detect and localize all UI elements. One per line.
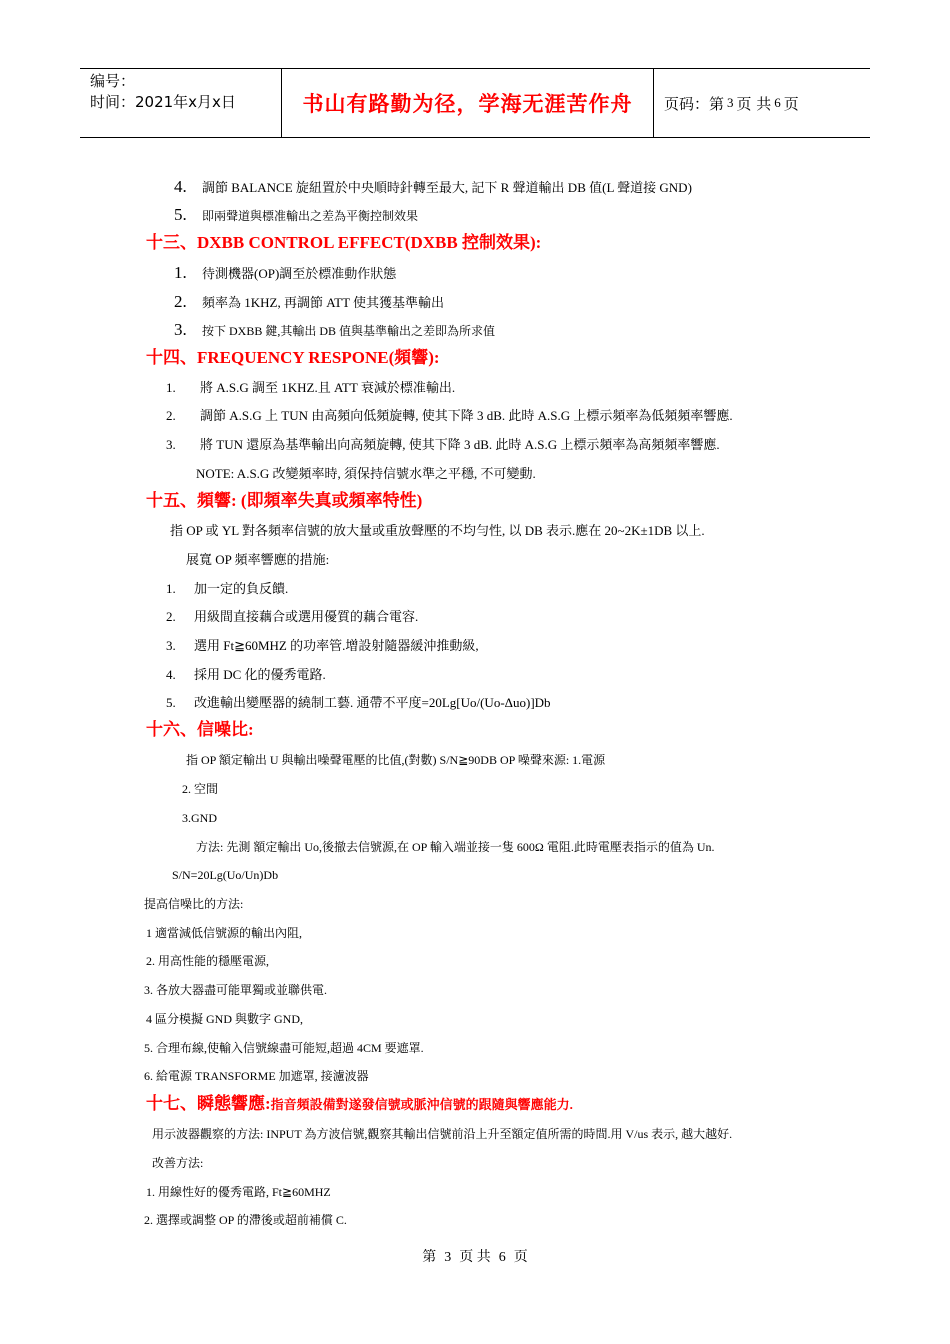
paragraph: 指 OP 或 YL 對各頻率信號的放大量或重放聲壓的不均勻性, 以 DB 表示.應在 20~2K±1DB 以上. [170,523,705,538]
section-heading-16: 十六、信噪比: [146,720,254,739]
list-item: 5. 即兩聲道與標准輸出之差為平衡控制效果 [174,205,419,224]
doc-number-label: 编号： [90,72,136,90]
list-item: 3. 選用 Ft≧60MHZ 的功率管.增設射隨器緩沖推動級, [166,638,479,653]
list-item: 2. 用級間直接藕合或選用優質的藕合電容. [166,609,419,624]
list-item: 2. 用高性能的穩壓電源, [146,954,270,968]
paragraph: 用示波器觀察的方法: INPUT 為方波信號,觀察其輸出信號前沿上升至額定值所需的時間.用 V/us 表示, 越大越好. [152,1127,733,1141]
list-item: 4. 採用 DC 化的優秀電路. [166,667,326,682]
page-prefix: 页码：第 [664,94,725,113]
page-number: 3 [727,95,734,110]
section-heading-13: 十三、DXBB CONTROL EFFECT(DXBB 控制效果): [146,233,542,252]
page-total: 6 [774,95,781,110]
list-item: 1 適當減低信號源的輸出內阻, [146,926,303,940]
section-heading-17: 十七、瞬態響應:指音頻設備對遂發信號或脈沖信號的跟隨與響應能力. [146,1094,573,1113]
paragraph: 2. 空間 [182,782,219,796]
list-item: 3. 將 TUN 還原為基準輸出向高頻旋轉, 使其下降 3 dB. 此時 A.S.G 上標示頻率為高頻頻率響應. [166,437,720,452]
header-page-info [654,69,870,137]
header-meta [80,69,282,137]
section-heading-14: 十四、FREQUENCY RESPONE(頻響): [146,348,440,367]
list-item: 1. 待測機器(OP)調至於標准動作狀態 [174,263,397,282]
header-motto: 书山有路勤为径，学海无涯苦作舟 [282,69,654,137]
list-item: 3. 按下 DXBB 鍵,其輸出 DB 值與基準輸出之差即為所求值 [174,320,496,339]
page-mid: 页 共 [736,94,772,113]
footer-page: 3 [444,1250,452,1265]
footer-suffix: 页 [513,1250,528,1265]
list-item: 5. 改進輸出變壓器的繞制工藝. 通帶不平度=20Lg[Uo/(Uo-Δuo)]Db [166,695,551,710]
list-item: 6. 給電源 TRANSFORME 加遮罩, 接濾波器 [144,1069,369,1083]
list-item: 1. 用線性好的優秀電路, Ft≧60MHZ [146,1185,331,1199]
section-17-subtitle: 指音頻設備對遂發信號或脈沖信號的跟隨與響應能力. [270,1097,573,1112]
note-text: NOTE: A.S.G 改變頻率時, 須保持信號水準之平穩, 不可變動. [196,466,536,481]
page-suffix: 页 [783,94,799,113]
footer-prefix: 第 [422,1250,437,1265]
doc-time-label: 时间：2021年x月x日 [90,93,236,111]
list-item: 2. 調節 A.S.G 上 TUN 由高頻向低頻旋轉, 使其下降 3 dB. 此時 A.S.G 上標示頻率為低頻頻率響應. [166,408,733,423]
list-item: 2. 選擇或調整 OP 的滯後或超前補償 C. [144,1213,347,1227]
paragraph: 指 OP 額定輸出 U 與輸出噪聲電壓的比值,(對數) S/N≧90DB OP 噪聲來源: 1.電源 [186,753,606,767]
paragraph: 方法: 先測 額定輸出 Uo,後撤去信號源,在 OP 輸入端並接一隻 600Ω 電阻.此時電壓表指示的值為 Un. [196,840,715,854]
paragraph: 3.GND [182,811,217,825]
list-item: 5. 合理布線,使輸入信號線盡可能短,超過 4CM 要遮罩. [144,1041,424,1055]
paragraph: 展寬 OP 頻率響應的措施: [186,552,330,567]
formula-text: S/N=20Lg(Uo/Un)Db [172,868,279,882]
paragraph: 改善方法: [152,1156,204,1170]
list-item: 2. 頻率為 1KHZ, 再調節 ATT 使其獲基準輸出 [174,292,445,311]
page-footer [0,1246,950,1266]
paragraph: 提高信噪比的方法: [144,897,244,911]
footer-mid: 页 共 [459,1250,491,1265]
list-item: 1. 加一定的負反饋. [166,581,289,596]
list-item: 1. 將 A.S.G 調至 1KHZ.且 ATT 衰減於標准輸出. [166,380,456,395]
footer-total: 6 [498,1250,506,1265]
list-item: 4. 調節 BALANCE 旋紐置於中央順時針轉至最大, 記下 R 聲道輸出 DB 值(L 聲道接 GND) [174,177,692,196]
page-header [80,68,870,138]
list-item: 4 區分模擬 GND 與數字 GND, [146,1012,303,1026]
list-item: 3. 各放大器盡可能單獨或並聯供電. [144,983,328,997]
section-heading-15: 十五、頻響: (即頻率失真或頻率特性) [146,491,423,510]
